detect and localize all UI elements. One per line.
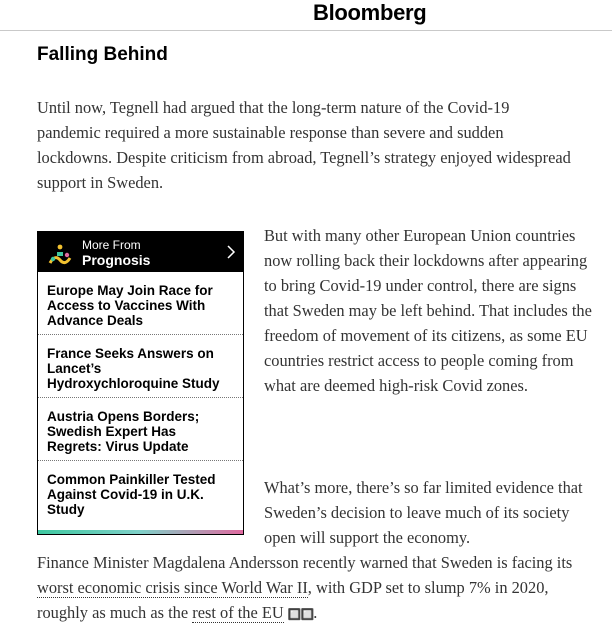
- color-accent-bar: [38, 530, 243, 534]
- paragraph-text: , with GDP set to slump 7% in 2020, roughly as much as the: [37, 578, 549, 622]
- footnote-marker[interactable]: 🔲🔲: [287, 609, 314, 621]
- paragraph-text: .: [313, 603, 318, 622]
- article-paragraph: [37, 550, 597, 628]
- more-from-header[interactable]: [38, 232, 243, 272]
- related-story-link[interactable]: France Seeks Answers on Lancet’s Hydroxychloroquine Study: [38, 335, 243, 398]
- more-from-label: More From: [82, 238, 141, 252]
- prognosis-title: Prognosis: [82, 252, 151, 268]
- article-paragraph: What’s more, there’s so far limited evidence that Sweden’s decision to leave much of its society open will support the economy.: [264, 478, 583, 547]
- more-from-prognosis-box: [37, 231, 244, 535]
- worst-crisis-link[interactable]: worst economic crisis since World War II: [37, 578, 308, 597]
- related-story-link[interactable]: Europe May Join Race for Access to Vaccines With Advance Deals: [38, 272, 243, 335]
- prognosis-logo-icon: [47, 244, 73, 268]
- article-paragraph: But with many other European Union countries now rolling back their lockdowns after appearing to bring Covid-19 under control, there are signs that Sweden may be left behind. That includes the freedom of movement of its citizens, as some EU countries restrict access to people coming from what are deemed high-risk Covid zones.: [264, 226, 592, 395]
- rest-of-eu-link[interactable]: rest of the EU: [192, 603, 284, 622]
- chevron-right-icon: [226, 245, 236, 259]
- paragraph-text: Finance Minister Magdalena Andersson recently warned that Sweden is facing its: [37, 553, 573, 572]
- related-story-link[interactable]: Austria Opens Borders; Swedish Expert Has Regrets: Virus Update: [38, 398, 243, 461]
- related-story-link[interactable]: Common Painkiller Tested Against Covid-19 in U.K. Study: [47, 472, 216, 517]
- bloomberg-logo[interactable]: Bloomberg: [313, 0, 427, 25]
- top-bar: [0, 0, 612, 31]
- section-heading: Falling Behind: [37, 44, 168, 65]
- article-paragraph: Until now, Tegnell had argued that the long-term nature of the Covid-19 pandemic required a more sustainable response than severe and sudden lockdowns. Despite criticism from abroad, Tegnell’s strategy enjoyed widespread support in Sweden.: [37, 98, 571, 192]
